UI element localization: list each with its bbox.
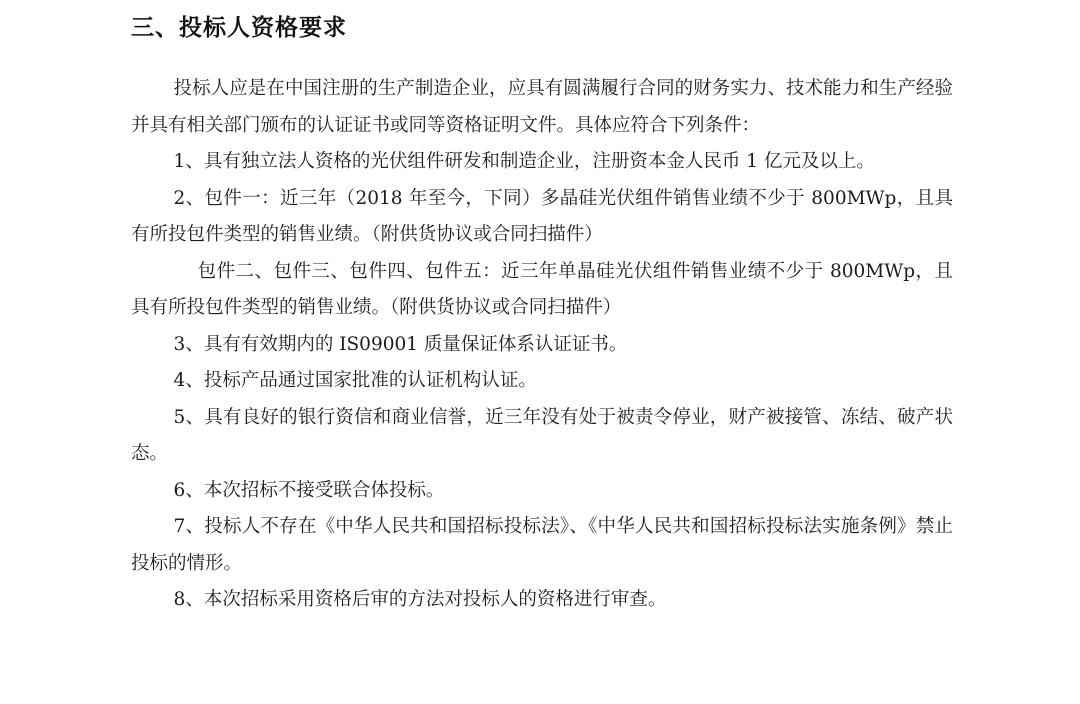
requirement-item-8: 8、本次招标采用资格后审的方法对投标人的资格进行审查。 (173, 589, 667, 610)
section-body (131, 71, 953, 619)
requirement-item-3: 3、具有有效期内的 IS09001 质量保证体系认证证书。 (173, 333, 628, 355)
section-heading: 三、投标人资格要求 (131, 15, 347, 41)
requirement-item-6: 6、本次招标不接受联合体投标。 (173, 479, 445, 501)
requirement-item-7: 7、投标人不存在《中华人民共和国招标投标法》、《中华人民共和国招标投标法实施条例》禁止投标的情形。 (131, 516, 953, 574)
requirement-item-5: 5、具有良好的银行资信和商业信誉，近三年没有处于被责令停业，财产被接管、冻结、破产状态。 (131, 406, 953, 464)
intro-paragraph: 投标人应是在中国注册的生产制造企业，应具有圆满履行合同的财务实力、技术能力和生产经验并具有相关部门颁布的认证证书或同等资格证明文件。具体应符合下列条件： (131, 78, 953, 136)
requirement-item-1: 1、具有独立法人资格的光伏组件研发和制造企业，注册资本金人民币 1 亿元及以上。 (173, 151, 875, 172)
requirement-item-2-packages: 包件二、包件三、包件四、包件五：近三年单晶硅光伏组件销售业绩不少于 800MWp，且具有所投包件类型的销售业绩。（附供货协议或合同扫描件） (131, 260, 953, 318)
requirement-item-4: 4、投标产品通过国家批准的认证机构认证。 (173, 370, 537, 391)
requirement-item-2: 2、包件一：近三年（2018 年至今，下同）多晶硅光伏组件销售业绩不少于 800MWp，且具有所投包件类型的销售业绩。（附供货协议或合同扫描件） (131, 187, 953, 245)
